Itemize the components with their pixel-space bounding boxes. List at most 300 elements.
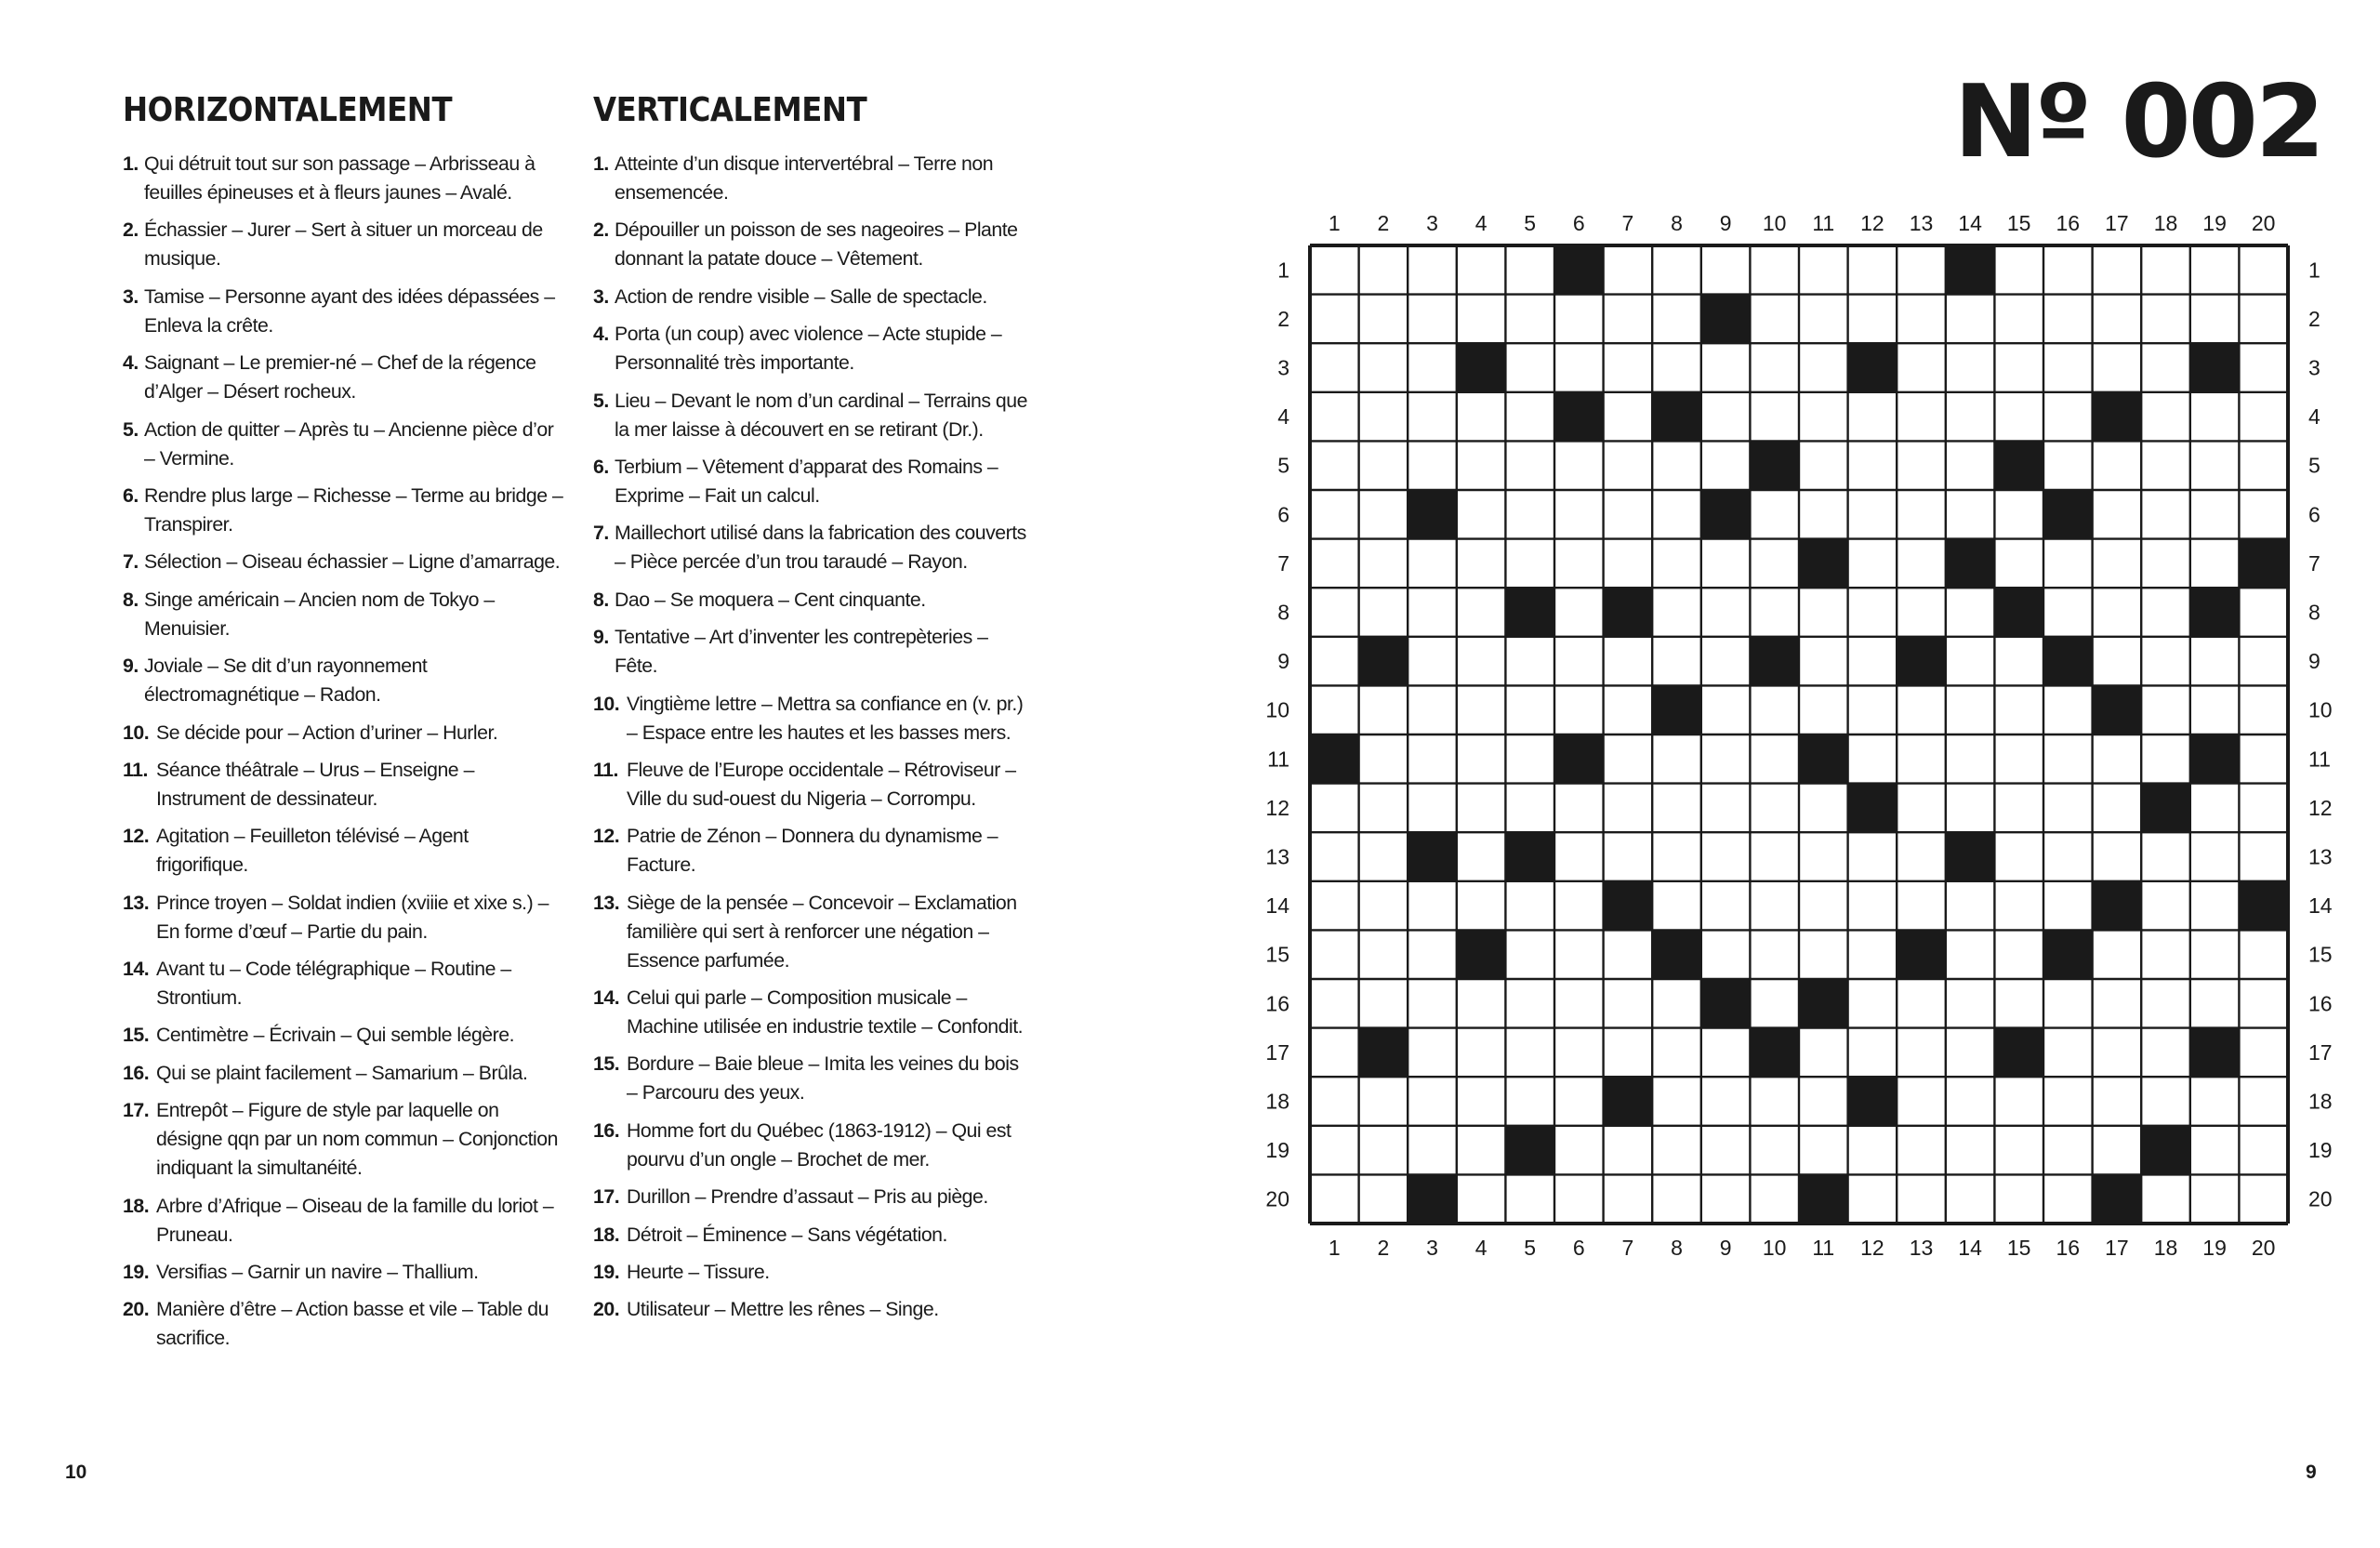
grid-cell[interactable] bbox=[1408, 734, 1457, 784]
grid-cell[interactable] bbox=[2093, 1126, 2142, 1175]
grid-cell[interactable] bbox=[2093, 734, 2142, 784]
grid-cell[interactable] bbox=[2190, 1077, 2240, 1126]
grid-cell[interactable] bbox=[1994, 295, 2043, 344]
grid-cell[interactable] bbox=[1750, 979, 1799, 1028]
grid-cell[interactable] bbox=[1799, 295, 1848, 344]
grid-cell[interactable] bbox=[1554, 784, 1604, 833]
grid-cell[interactable] bbox=[2190, 1174, 2240, 1224]
grid-cell[interactable] bbox=[1897, 734, 1946, 784]
grid-cell[interactable] bbox=[2141, 979, 2190, 1028]
grid-cell[interactable] bbox=[1848, 881, 1897, 931]
grid-cell[interactable] bbox=[1701, 343, 1751, 392]
grid-cell[interactable] bbox=[1994, 1174, 2043, 1224]
grid-cell[interactable] bbox=[1652, 245, 1701, 295]
grid-cell[interactable] bbox=[1359, 588, 1408, 637]
grid-cell[interactable] bbox=[1505, 734, 1554, 784]
grid-cell[interactable] bbox=[1897, 1077, 1946, 1126]
grid-cell[interactable] bbox=[1554, 881, 1604, 931]
grid-cell[interactable] bbox=[2093, 490, 2142, 539]
grid-cell[interactable] bbox=[1701, 1174, 1751, 1224]
grid-cell[interactable] bbox=[1652, 1126, 1701, 1175]
grid-cell[interactable] bbox=[1897, 832, 1946, 881]
grid-cell[interactable] bbox=[1359, 1077, 1408, 1126]
grid-cell[interactable] bbox=[1359, 832, 1408, 881]
grid-cell[interactable] bbox=[1310, 1126, 1359, 1175]
grid-cell[interactable] bbox=[1359, 734, 1408, 784]
grid-cell[interactable] bbox=[2141, 392, 2190, 442]
grid-cell[interactable] bbox=[1359, 490, 1408, 539]
grid-cell[interactable] bbox=[1994, 343, 2043, 392]
grid-cell[interactable] bbox=[1848, 930, 1897, 979]
grid-cell[interactable] bbox=[1799, 930, 1848, 979]
grid-cell[interactable] bbox=[1897, 685, 1946, 734]
grid-cell[interactable] bbox=[1554, 685, 1604, 734]
grid-cell[interactable] bbox=[1359, 539, 1408, 589]
grid-cell[interactable] bbox=[2141, 1174, 2190, 1224]
grid-cell[interactable] bbox=[1897, 881, 1946, 931]
grid-cell[interactable] bbox=[1848, 295, 1897, 344]
grid-cell[interactable] bbox=[1750, 734, 1799, 784]
grid-cell[interactable] bbox=[1310, 295, 1359, 344]
grid-cell[interactable] bbox=[1359, 392, 1408, 442]
grid-cell[interactable] bbox=[1505, 1077, 1554, 1126]
grid-cell[interactable] bbox=[1946, 1126, 1995, 1175]
grid-cell[interactable] bbox=[2043, 1028, 2093, 1078]
grid-cell[interactable] bbox=[1604, 245, 1653, 295]
grid-cell[interactable] bbox=[1701, 832, 1751, 881]
grid-cell[interactable] bbox=[1604, 637, 1653, 686]
grid-cell[interactable] bbox=[1994, 979, 2043, 1028]
grid-cell[interactable] bbox=[1848, 392, 1897, 442]
grid-cell[interactable] bbox=[1946, 490, 1995, 539]
grid-cell[interactable] bbox=[1554, 1126, 1604, 1175]
grid-cell[interactable] bbox=[2043, 734, 2093, 784]
grid-cell[interactable] bbox=[2043, 1126, 2093, 1175]
grid-cell[interactable] bbox=[1994, 1077, 2043, 1126]
grid-cell[interactable] bbox=[1457, 1028, 1506, 1078]
grid-cell[interactable] bbox=[1848, 588, 1897, 637]
grid-cell[interactable] bbox=[1799, 784, 1848, 833]
grid-cell[interactable] bbox=[1604, 392, 1653, 442]
grid-cell[interactable] bbox=[2239, 1126, 2288, 1175]
grid-cell[interactable] bbox=[1457, 637, 1506, 686]
grid-cell[interactable] bbox=[1408, 979, 1457, 1028]
grid-cell[interactable] bbox=[2093, 295, 2142, 344]
grid-cell[interactable] bbox=[2190, 832, 2240, 881]
grid-cell[interactable] bbox=[1848, 832, 1897, 881]
grid-cell[interactable] bbox=[1604, 295, 1653, 344]
grid-cell[interactable] bbox=[1505, 637, 1554, 686]
grid-cell[interactable] bbox=[2141, 832, 2190, 881]
grid-cell[interactable] bbox=[2093, 784, 2142, 833]
grid-cell[interactable] bbox=[1946, 343, 1995, 392]
grid-cell[interactable] bbox=[1310, 588, 1359, 637]
grid-cell[interactable] bbox=[1897, 979, 1946, 1028]
grid-cell[interactable] bbox=[1994, 881, 2043, 931]
grid-cell[interactable] bbox=[1799, 1077, 1848, 1126]
grid-cell[interactable] bbox=[2043, 343, 2093, 392]
grid-cell[interactable] bbox=[1310, 343, 1359, 392]
grid-cell[interactable] bbox=[1505, 490, 1554, 539]
grid-cell[interactable] bbox=[1799, 881, 1848, 931]
grid-cell[interactable] bbox=[1750, 685, 1799, 734]
grid-cell[interactable] bbox=[2141, 539, 2190, 589]
grid-cell[interactable] bbox=[1750, 832, 1799, 881]
grid-cell[interactable] bbox=[1994, 245, 2043, 295]
grid-cell[interactable] bbox=[2043, 539, 2093, 589]
grid-cell[interactable] bbox=[1359, 979, 1408, 1028]
grid-cell[interactable] bbox=[1457, 588, 1506, 637]
grid-cell[interactable] bbox=[2239, 832, 2288, 881]
grid-cell[interactable] bbox=[1994, 539, 2043, 589]
grid-cell[interactable] bbox=[1310, 539, 1359, 589]
grid-cell[interactable] bbox=[1359, 881, 1408, 931]
grid-cell[interactable] bbox=[1946, 637, 1995, 686]
grid-cell[interactable] bbox=[2093, 441, 2142, 490]
grid-cell[interactable] bbox=[1848, 1126, 1897, 1175]
grid-cell[interactable] bbox=[1701, 930, 1751, 979]
grid-cell[interactable] bbox=[1848, 1174, 1897, 1224]
grid-cell[interactable] bbox=[1897, 1126, 1946, 1175]
grid-cell[interactable] bbox=[1457, 245, 1506, 295]
grid-cell[interactable] bbox=[1457, 1077, 1506, 1126]
grid-cell[interactable] bbox=[1750, 1126, 1799, 1175]
grid-cell[interactable] bbox=[1310, 832, 1359, 881]
grid-cell[interactable] bbox=[1946, 1077, 1995, 1126]
grid-cell[interactable] bbox=[1848, 979, 1897, 1028]
grid-cell[interactable] bbox=[1359, 1126, 1408, 1175]
grid-cell[interactable] bbox=[1848, 1028, 1897, 1078]
grid-cell[interactable] bbox=[1408, 392, 1457, 442]
grid-cell[interactable] bbox=[1652, 979, 1701, 1028]
grid-cell[interactable] bbox=[1457, 881, 1506, 931]
grid-cell[interactable] bbox=[2239, 1174, 2288, 1224]
grid-cell[interactable] bbox=[1310, 881, 1359, 931]
grid-cell[interactable] bbox=[1359, 685, 1408, 734]
grid-cell[interactable] bbox=[1799, 245, 1848, 295]
grid-cell[interactable] bbox=[1408, 1126, 1457, 1175]
grid-cell[interactable] bbox=[2239, 295, 2288, 344]
grid-cell[interactable] bbox=[1897, 1174, 1946, 1224]
grid-cell[interactable] bbox=[1554, 1077, 1604, 1126]
grid-cell[interactable] bbox=[1946, 930, 1995, 979]
grid-cell[interactable] bbox=[1848, 490, 1897, 539]
grid-cell[interactable] bbox=[1408, 637, 1457, 686]
grid-cell[interactable] bbox=[1604, 832, 1653, 881]
grid-cell[interactable] bbox=[2190, 392, 2240, 442]
grid-cell[interactable] bbox=[1505, 685, 1554, 734]
grid-cell[interactable] bbox=[2043, 685, 2093, 734]
grid-cell[interactable] bbox=[1310, 685, 1359, 734]
grid-cell[interactable] bbox=[1604, 490, 1653, 539]
grid-cell[interactable] bbox=[2043, 1077, 2093, 1126]
grid-cell[interactable] bbox=[1554, 930, 1604, 979]
grid-cell[interactable] bbox=[1408, 441, 1457, 490]
grid-cell[interactable] bbox=[2141, 685, 2190, 734]
grid-cell[interactable] bbox=[1848, 441, 1897, 490]
grid-cell[interactable] bbox=[2141, 245, 2190, 295]
grid-cell[interactable] bbox=[1897, 392, 1946, 442]
grid-cell[interactable] bbox=[1750, 588, 1799, 637]
grid-cell[interactable] bbox=[2190, 637, 2240, 686]
grid-cell[interactable] bbox=[1604, 685, 1653, 734]
grid-cell[interactable] bbox=[1359, 1174, 1408, 1224]
grid-cell[interactable] bbox=[2043, 979, 2093, 1028]
grid-cell[interactable] bbox=[2239, 392, 2288, 442]
grid-cell[interactable] bbox=[1505, 295, 1554, 344]
grid-cell[interactable] bbox=[2141, 637, 2190, 686]
grid-cell[interactable] bbox=[1457, 441, 1506, 490]
grid-cell[interactable] bbox=[1946, 881, 1995, 931]
grid-cell[interactable] bbox=[1652, 1077, 1701, 1126]
grid-cell[interactable] bbox=[1505, 245, 1554, 295]
grid-cell[interactable] bbox=[1408, 539, 1457, 589]
grid-cell[interactable] bbox=[1799, 588, 1848, 637]
grid-cell[interactable] bbox=[1652, 1174, 1701, 1224]
grid-cell[interactable] bbox=[2239, 637, 2288, 686]
grid-cell[interactable] bbox=[1310, 245, 1359, 295]
grid-cell[interactable] bbox=[1946, 588, 1995, 637]
grid-cell[interactable] bbox=[1457, 490, 1506, 539]
grid-cell[interactable] bbox=[1652, 1028, 1701, 1078]
grid-cell[interactable] bbox=[1505, 1028, 1554, 1078]
grid-cell[interactable] bbox=[1310, 490, 1359, 539]
grid-cell[interactable] bbox=[1310, 930, 1359, 979]
grid-cell[interactable] bbox=[2043, 245, 2093, 295]
grid-cell[interactable] bbox=[1750, 539, 1799, 589]
grid-cell[interactable] bbox=[1946, 784, 1995, 833]
grid-cell[interactable] bbox=[1701, 734, 1751, 784]
grid-cell[interactable] bbox=[1652, 637, 1701, 686]
grid-cell[interactable] bbox=[1457, 979, 1506, 1028]
grid-cell[interactable] bbox=[1750, 881, 1799, 931]
grid-cell[interactable] bbox=[2239, 588, 2288, 637]
grid-cell[interactable] bbox=[1750, 490, 1799, 539]
grid-cell[interactable] bbox=[1408, 930, 1457, 979]
grid-cell[interactable] bbox=[1799, 343, 1848, 392]
grid-cell[interactable] bbox=[2141, 490, 2190, 539]
grid-cell[interactable] bbox=[1604, 734, 1653, 784]
grid-cell[interactable] bbox=[1408, 343, 1457, 392]
grid-cell[interactable] bbox=[1457, 392, 1506, 442]
grid-cell[interactable] bbox=[2043, 784, 2093, 833]
grid-cell[interactable] bbox=[1750, 784, 1799, 833]
grid-cell[interactable] bbox=[1799, 490, 1848, 539]
grid-cell[interactable] bbox=[1994, 490, 2043, 539]
grid-cell[interactable] bbox=[1799, 392, 1848, 442]
grid-cell[interactable] bbox=[1701, 539, 1751, 589]
grid-cell[interactable] bbox=[1457, 832, 1506, 881]
grid-cell[interactable] bbox=[2190, 881, 2240, 931]
grid-cell[interactable] bbox=[2239, 784, 2288, 833]
grid-cell[interactable] bbox=[2190, 685, 2240, 734]
grid-cell[interactable] bbox=[1505, 392, 1554, 442]
grid-cell[interactable] bbox=[1750, 930, 1799, 979]
grid-cell[interactable] bbox=[1897, 784, 1946, 833]
grid-cell[interactable] bbox=[1359, 784, 1408, 833]
grid-cell[interactable] bbox=[1750, 295, 1799, 344]
grid-cell[interactable] bbox=[1897, 343, 1946, 392]
grid-cell[interactable] bbox=[1946, 1028, 1995, 1078]
grid-cell[interactable] bbox=[1897, 490, 1946, 539]
grid-cell[interactable] bbox=[1701, 784, 1751, 833]
grid-cell[interactable] bbox=[1604, 539, 1653, 589]
grid-cell[interactable] bbox=[1994, 685, 2043, 734]
grid-cell[interactable] bbox=[1604, 1126, 1653, 1175]
grid-cell[interactable] bbox=[1652, 490, 1701, 539]
grid-cell[interactable] bbox=[1897, 441, 1946, 490]
grid-cell[interactable] bbox=[1408, 295, 1457, 344]
grid-cell[interactable] bbox=[1457, 295, 1506, 344]
grid-cell[interactable] bbox=[1408, 588, 1457, 637]
grid-cell[interactable] bbox=[1750, 1174, 1799, 1224]
grid-cell[interactable] bbox=[1799, 832, 1848, 881]
grid-cell[interactable] bbox=[1701, 588, 1751, 637]
grid-cell[interactable] bbox=[1554, 1174, 1604, 1224]
grid-cell[interactable] bbox=[1652, 881, 1701, 931]
grid-cell[interactable] bbox=[1554, 588, 1604, 637]
grid-cell[interactable] bbox=[1750, 392, 1799, 442]
grid-cell[interactable] bbox=[2093, 979, 2142, 1028]
grid-cell[interactable] bbox=[1652, 734, 1701, 784]
grid-cell[interactable] bbox=[1701, 441, 1751, 490]
grid-cell[interactable] bbox=[1652, 343, 1701, 392]
grid-cell[interactable] bbox=[2093, 1028, 2142, 1078]
grid-cell[interactable] bbox=[2141, 1028, 2190, 1078]
grid-cell[interactable] bbox=[2190, 979, 2240, 1028]
grid-cell[interactable] bbox=[1505, 343, 1554, 392]
grid-cell[interactable] bbox=[2239, 245, 2288, 295]
grid-cell[interactable] bbox=[2141, 295, 2190, 344]
grid-cell[interactable] bbox=[1554, 343, 1604, 392]
grid-cell[interactable] bbox=[1750, 245, 1799, 295]
grid-cell[interactable] bbox=[1701, 1126, 1751, 1175]
grid-cell[interactable] bbox=[1457, 1174, 1506, 1224]
grid-cell[interactable] bbox=[2093, 539, 2142, 589]
grid-cell[interactable] bbox=[1604, 1028, 1653, 1078]
grid-cell[interactable] bbox=[2190, 1126, 2240, 1175]
grid-cell[interactable] bbox=[1848, 245, 1897, 295]
grid-cell[interactable] bbox=[2239, 685, 2288, 734]
grid-cell[interactable] bbox=[1408, 784, 1457, 833]
grid-cell[interactable] bbox=[1554, 490, 1604, 539]
grid-cell[interactable] bbox=[2239, 979, 2288, 1028]
grid-cell[interactable] bbox=[1505, 539, 1554, 589]
grid-cell[interactable] bbox=[1457, 734, 1506, 784]
grid-cell[interactable] bbox=[2239, 930, 2288, 979]
grid-cell[interactable] bbox=[2093, 245, 2142, 295]
grid-cell[interactable] bbox=[2043, 881, 2093, 931]
grid-cell[interactable] bbox=[1799, 1126, 1848, 1175]
grid-cell[interactable] bbox=[1604, 979, 1653, 1028]
grid-cell[interactable] bbox=[1897, 295, 1946, 344]
grid-cell[interactable] bbox=[1946, 1174, 1995, 1224]
grid-cell[interactable] bbox=[2190, 245, 2240, 295]
grid-cell[interactable] bbox=[2190, 539, 2240, 589]
grid-cell[interactable] bbox=[2093, 832, 2142, 881]
grid-cell[interactable] bbox=[1604, 343, 1653, 392]
grid-cell[interactable] bbox=[1505, 979, 1554, 1028]
grid-cell[interactable] bbox=[1310, 637, 1359, 686]
grid-cell[interactable] bbox=[1554, 637, 1604, 686]
grid-cell[interactable] bbox=[1310, 784, 1359, 833]
grid-cell[interactable] bbox=[1554, 441, 1604, 490]
grid-cell[interactable] bbox=[1652, 784, 1701, 833]
grid-cell[interactable] bbox=[1310, 979, 1359, 1028]
grid-cell[interactable] bbox=[1604, 441, 1653, 490]
grid-cell[interactable] bbox=[1408, 245, 1457, 295]
grid-cell[interactable] bbox=[1310, 441, 1359, 490]
grid-cell[interactable] bbox=[1799, 637, 1848, 686]
grid-cell[interactable] bbox=[1457, 1126, 1506, 1175]
grid-cell[interactable] bbox=[2043, 295, 2093, 344]
grid-cell[interactable] bbox=[1505, 784, 1554, 833]
grid-cell[interactable] bbox=[1994, 1126, 2043, 1175]
grid-cell[interactable] bbox=[1994, 832, 2043, 881]
grid-cell[interactable] bbox=[2141, 441, 2190, 490]
grid-cell[interactable] bbox=[2141, 881, 2190, 931]
grid-cell[interactable] bbox=[1897, 245, 1946, 295]
grid-cell[interactable] bbox=[1554, 539, 1604, 589]
grid-cell[interactable] bbox=[1994, 734, 2043, 784]
grid-cell[interactable] bbox=[1505, 930, 1554, 979]
grid-cell[interactable] bbox=[1897, 588, 1946, 637]
grid-cell[interactable] bbox=[2043, 392, 2093, 442]
grid-cell[interactable] bbox=[2043, 441, 2093, 490]
grid-cell[interactable] bbox=[1408, 685, 1457, 734]
grid-cell[interactable] bbox=[1652, 588, 1701, 637]
grid-cell[interactable] bbox=[2093, 637, 2142, 686]
grid-cell[interactable] bbox=[1408, 1028, 1457, 1078]
grid-cell[interactable] bbox=[2141, 588, 2190, 637]
grid-cell[interactable] bbox=[1457, 784, 1506, 833]
grid-cell[interactable] bbox=[1701, 881, 1751, 931]
grid-cell[interactable] bbox=[1554, 979, 1604, 1028]
grid-cell[interactable] bbox=[1359, 343, 1408, 392]
grid-cell[interactable] bbox=[1946, 441, 1995, 490]
grid-cell[interactable] bbox=[1652, 295, 1701, 344]
grid-cell[interactable] bbox=[1750, 1077, 1799, 1126]
grid-cell[interactable] bbox=[2239, 1028, 2288, 1078]
grid-cell[interactable] bbox=[1848, 539, 1897, 589]
grid-cell[interactable] bbox=[1750, 343, 1799, 392]
grid-cell[interactable] bbox=[2093, 1077, 2142, 1126]
grid-cell[interactable] bbox=[1701, 685, 1751, 734]
grid-cell[interactable] bbox=[2239, 490, 2288, 539]
grid-cell[interactable] bbox=[1457, 685, 1506, 734]
grid-cell[interactable] bbox=[1310, 1077, 1359, 1126]
grid-cell[interactable] bbox=[1897, 539, 1946, 589]
grid-cell[interactable] bbox=[1604, 1174, 1653, 1224]
grid-cell[interactable] bbox=[1701, 1028, 1751, 1078]
grid-cell[interactable] bbox=[2093, 930, 2142, 979]
grid-cell[interactable] bbox=[1359, 930, 1408, 979]
grid-cell[interactable] bbox=[1457, 539, 1506, 589]
grid-cell[interactable] bbox=[1310, 392, 1359, 442]
grid-cell[interactable] bbox=[2043, 1174, 2093, 1224]
grid-cell[interactable] bbox=[1946, 685, 1995, 734]
grid-cell[interactable] bbox=[1799, 441, 1848, 490]
grid-cell[interactable] bbox=[2190, 295, 2240, 344]
grid-cell[interactable] bbox=[1359, 245, 1408, 295]
grid-cell[interactable] bbox=[1994, 637, 2043, 686]
grid-cell[interactable] bbox=[2043, 832, 2093, 881]
grid-cell[interactable] bbox=[1946, 979, 1995, 1028]
grid-cell[interactable] bbox=[1652, 441, 1701, 490]
grid-cell[interactable] bbox=[2141, 930, 2190, 979]
grid-cell[interactable] bbox=[2141, 734, 2190, 784]
grid-cell[interactable] bbox=[1701, 245, 1751, 295]
